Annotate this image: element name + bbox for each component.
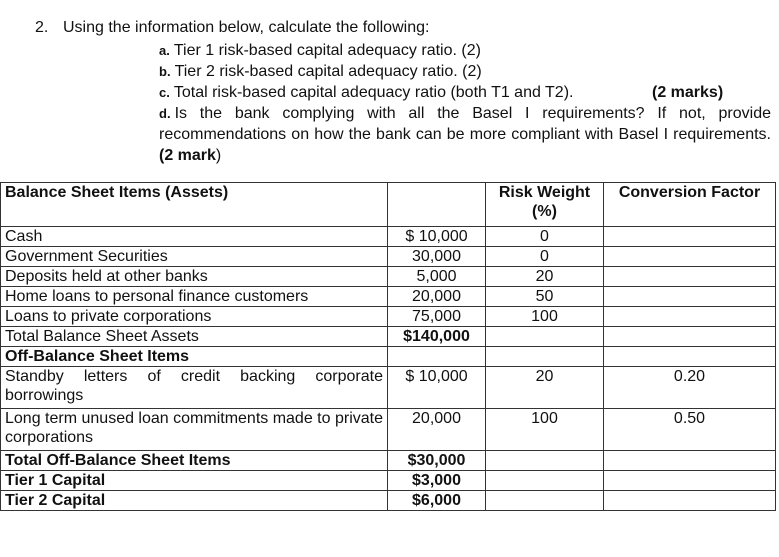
- row-item: Cash: [1, 227, 388, 247]
- subitem-letter: d.: [159, 106, 171, 121]
- table-row-total-assets: [1, 327, 776, 347]
- row-risk: [486, 471, 604, 491]
- row-item: Government Securities: [1, 247, 388, 267]
- subitem-marks: (2 marks): [652, 84, 724, 101]
- table-row-total-off-balance: [1, 451, 776, 471]
- row-item: Standby letters of credit backing corporate borrowings: [1, 367, 388, 409]
- row-item: Tier 2 Capital: [1, 491, 388, 511]
- table-row: [1, 227, 776, 247]
- row-conv: [604, 227, 776, 247]
- row-conv: 0.20: [604, 367, 776, 409]
- row-amount: $3,000: [388, 471, 486, 491]
- question-intro-text: Using the information below, calculate the following:: [63, 19, 430, 36]
- table-row-off-balance-header: [1, 347, 776, 367]
- question-number: 2.: [35, 19, 49, 36]
- row-risk: 20: [486, 267, 604, 287]
- row-amount: 30,000: [388, 247, 486, 267]
- row-item: Tier 1 Capital: [1, 471, 388, 491]
- row-amount: 20,000: [388, 287, 486, 307]
- row-conv: [604, 327, 776, 347]
- subitem-a: [159, 40, 771, 61]
- row-conv: [604, 451, 776, 471]
- subitem-text: Is the bank complying with all the Basel I requirements? If not, provide recommendations on how the bank can be more compliant with Basel I requirements.: [159, 105, 771, 143]
- row-risk: [486, 491, 604, 511]
- row-conv: 0.50: [604, 409, 776, 451]
- row-risk: 0: [486, 247, 604, 267]
- table-row-tier1: [1, 471, 776, 491]
- row-risk: [486, 327, 604, 347]
- subitem-letter: a.: [159, 43, 170, 58]
- row-amount: 75,000: [388, 307, 486, 327]
- table-row: [1, 247, 776, 267]
- question-intro: [35, 17, 429, 38]
- header-item: Balance Sheet Items (Assets): [1, 183, 388, 227]
- row-conv: [604, 347, 776, 367]
- row-amount: $140,000: [388, 327, 486, 347]
- table-row-tier2: [1, 491, 776, 511]
- subitem-b: [159, 61, 771, 82]
- subitem-letter: b.: [159, 64, 171, 79]
- table-header-row: [1, 183, 776, 227]
- row-amount: $ 10,000: [388, 367, 486, 409]
- table-row: [1, 267, 776, 287]
- row-risk: [486, 347, 604, 367]
- row-risk: 20: [486, 367, 604, 409]
- question-subitems: [159, 40, 771, 166]
- table-row: [1, 367, 776, 409]
- subitem-d: [159, 103, 771, 166]
- subitem-text: Tier 1 risk-based capital adequacy ratio. (2): [173, 42, 481, 59]
- subitem-letter: c.: [159, 85, 170, 100]
- row-amount: $6,000: [388, 491, 486, 511]
- row-amount: 5,000: [388, 267, 486, 287]
- row-item: Deposits held at other banks: [1, 267, 388, 287]
- row-conv: [604, 491, 776, 511]
- row-conv: [604, 287, 776, 307]
- row-item: Total Off-Balance Sheet Items: [1, 451, 388, 471]
- row-conv: [604, 247, 776, 267]
- subitem-marks-suffix: ): [215, 147, 222, 164]
- row-risk: 100: [486, 409, 604, 451]
- row-amount: 20,000: [388, 409, 486, 451]
- row-risk: 100: [486, 307, 604, 327]
- row-item: Total Balance Sheet Assets: [1, 327, 388, 347]
- row-risk: [486, 451, 604, 471]
- row-item: Off-Balance Sheet Items: [1, 347, 388, 367]
- balance-sheet-table: [0, 182, 776, 511]
- row-item: Long term unused loan commitments made to private corporations: [1, 409, 388, 451]
- table-row: [1, 409, 776, 451]
- subitem-marks-prefix: (2 mark: [159, 147, 216, 164]
- row-conv: [604, 267, 776, 287]
- header-conversion-factor: Conversion Factor: [604, 183, 776, 227]
- row-item: Loans to private corporations: [1, 307, 388, 327]
- header-risk-weight: Risk Weight (%): [486, 183, 604, 227]
- row-conv: [604, 471, 776, 491]
- subitem-text: Total risk-based capital adequacy ratio (both T1 and T2).: [173, 84, 574, 101]
- row-amount: $ 10,000: [388, 227, 486, 247]
- subitem-text: Tier 2 risk-based capital adequacy ratio. (2): [174, 63, 482, 80]
- row-risk: 0: [486, 227, 604, 247]
- row-amount: $30,000: [388, 451, 486, 471]
- table-row: [1, 307, 776, 327]
- table-row: [1, 287, 776, 307]
- row-conv: [604, 307, 776, 327]
- row-risk: 50: [486, 287, 604, 307]
- header-amount: [388, 183, 486, 227]
- subitem-c: [159, 82, 771, 103]
- row-amount: [388, 347, 486, 367]
- row-item: Home loans to personal finance customers: [1, 287, 388, 307]
